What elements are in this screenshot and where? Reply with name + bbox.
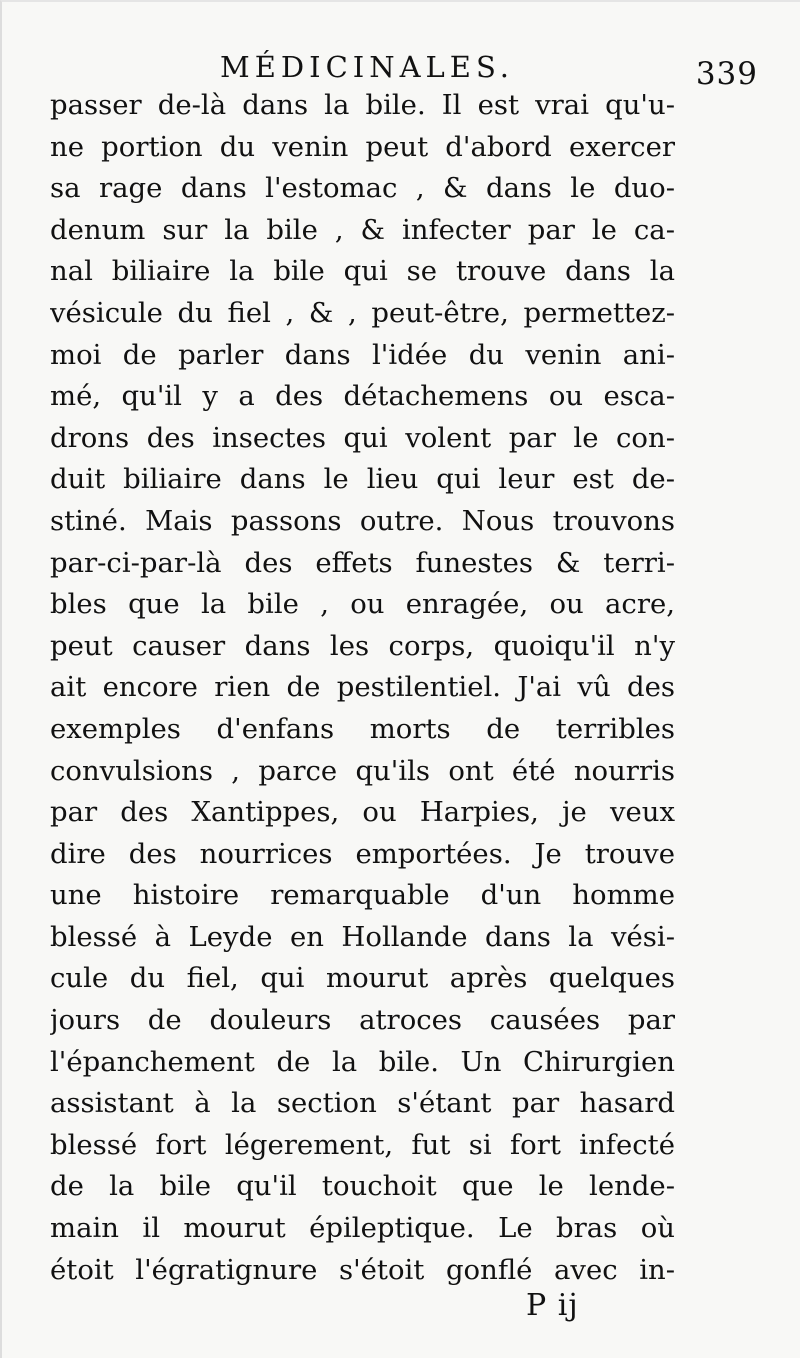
running-title: MÉDICINALES. xyxy=(220,50,515,84)
text-line: stiné. Mais passons outre. Nous trouvons xyxy=(50,504,675,537)
text-line: blessé à Leyde en Hollande dans la vési- xyxy=(50,920,675,953)
text-line: par-ci-par-là des effets funestes & terri- xyxy=(50,546,675,579)
text-line: exemples d'enfans morts de terribles xyxy=(50,712,675,745)
text-line: drons des insectes qui volent par le con- xyxy=(50,421,675,454)
text-line: par des Xantippes, ou Harpies, je veux xyxy=(50,796,675,829)
text-line: duit biliaire dans le lieu qui leur est de- xyxy=(50,463,675,496)
text-line: bles que la bile , ou enragée, ou acre, xyxy=(50,588,675,621)
text-line: nal biliaire la bile qui se trouve dans la xyxy=(50,255,675,288)
text-line: peut causer dans les corps, quoiqu'il n'y xyxy=(50,629,675,662)
text-line: denum sur la bile , & infecter par le ca- xyxy=(50,213,675,246)
text-line: ne portion du venin peut d'abord exercer xyxy=(50,130,675,163)
text-line: mé, qu'il y a des détachemens ou esca- xyxy=(50,380,675,413)
page-number: 339 xyxy=(695,56,758,92)
text-line: main il mourut épileptique. Le bras où xyxy=(50,1212,675,1245)
text-line: blessé fort légerement, fut si fort infecté xyxy=(50,1128,675,1161)
text-line: étoit l'égratignure s'étoit gonflé avec in- xyxy=(50,1253,675,1286)
text-line: une histoire remarquable d'un homme xyxy=(50,879,675,912)
text-line: convulsions , parce qu'ils ont été nourris xyxy=(50,754,675,787)
text-line: dire des nourrices emportées. Je trouve xyxy=(50,837,675,870)
text-line: moi de parler dans l'idée du venin ani- xyxy=(50,338,675,371)
text-line: jours de douleurs atroces causées par xyxy=(50,1004,675,1037)
signature-mark: P ij xyxy=(526,1288,579,1323)
text-line: sa rage dans l'estomac , & dans le duo- xyxy=(50,172,675,205)
body-text xyxy=(50,85,675,1291)
text-line: passer de-là dans la bile. Il est vrai qu'u- xyxy=(50,89,675,121)
text-line: de la bile qu'il touchoit que le lende- xyxy=(50,1170,675,1203)
text-line: cule du fiel, qui mourut après quelques xyxy=(50,962,675,995)
text-line: vésicule du fiel , & , peut-être, permettez- xyxy=(50,296,675,329)
text-line: l'épanchement de la bile. Un Chirurgien xyxy=(50,1045,675,1078)
text-line: ait encore rien de pestilentiel. J'ai vû des xyxy=(50,671,675,704)
text-line: assistant à la section s'étant par hasard xyxy=(50,1087,675,1120)
